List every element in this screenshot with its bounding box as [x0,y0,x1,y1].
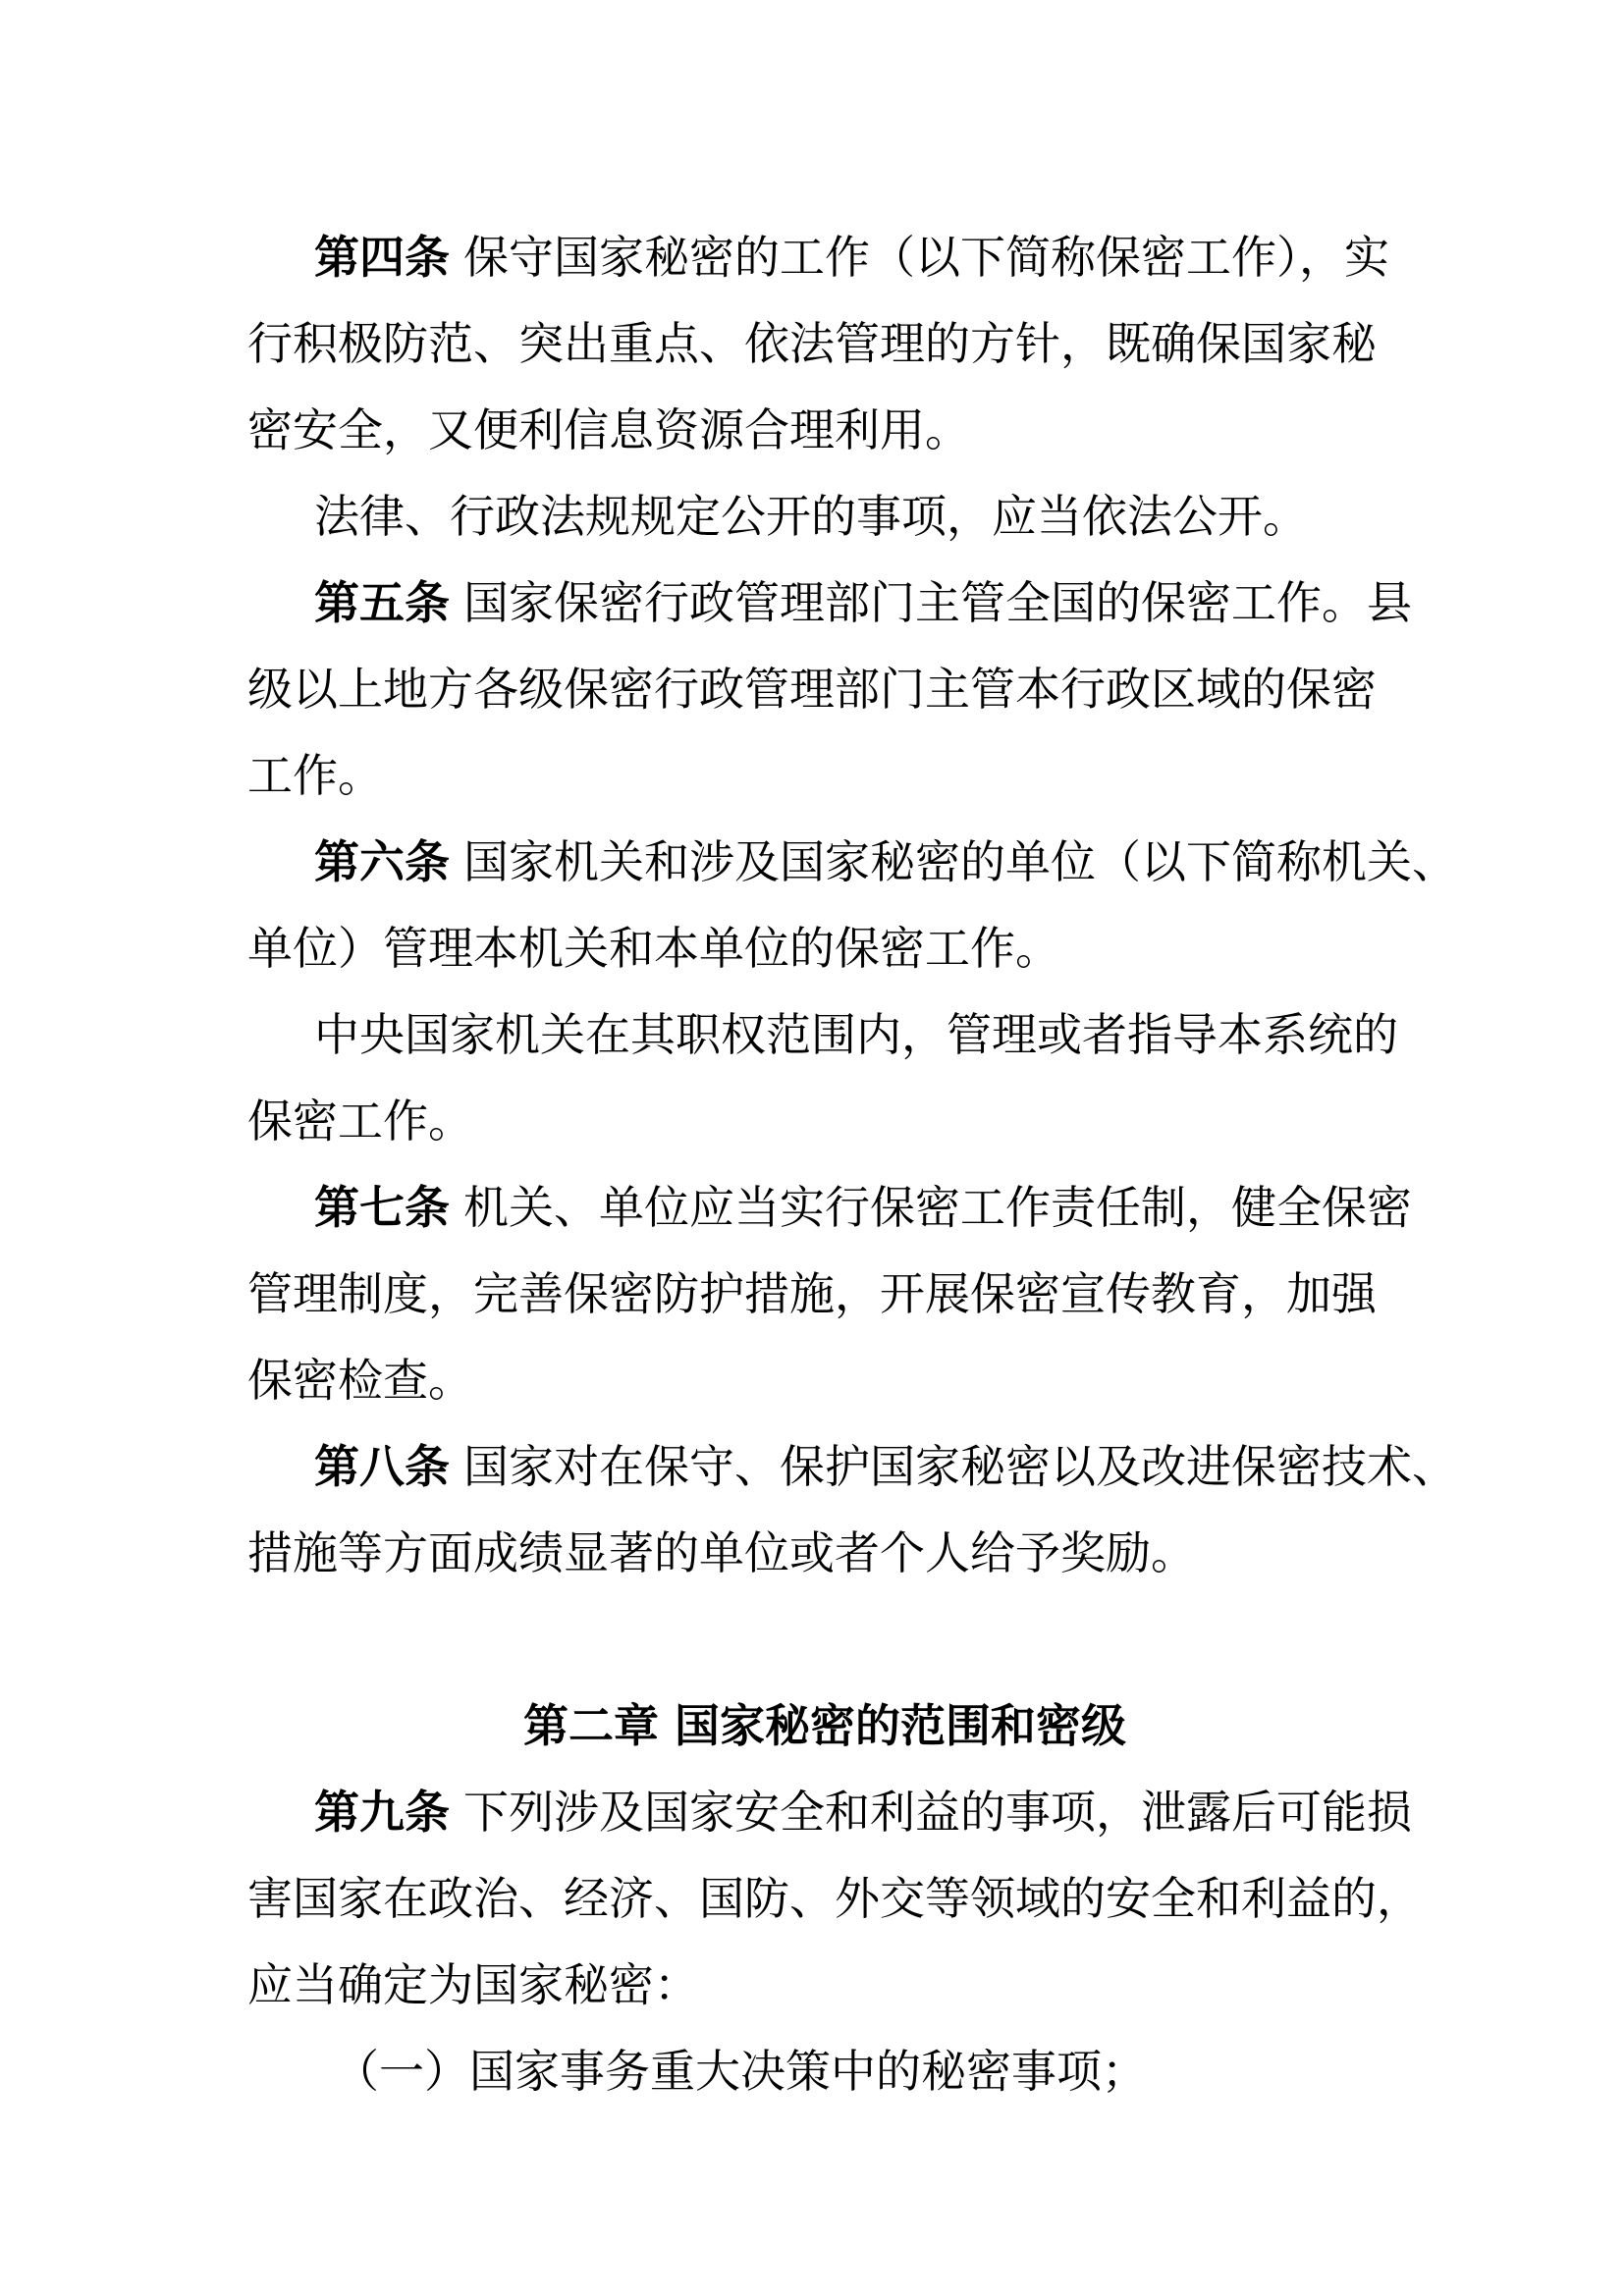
article6-line2: 单位）管理本机关和本单位的保密工作。 [247,922,1060,975]
article4-label: 第四条 [314,231,450,284]
article8-line1 [314,1435,1457,1498]
article4-line2: 行积极防范、突出重点、依法管理的方针，既确保国家秘 [247,317,1377,370]
article8-text-1: 国家对在保守、保护国家秘密以及改进保密技术、 [463,1440,1457,1493]
article5-label: 第五条 [314,576,450,629]
article7-label: 第七条 [314,1181,450,1234]
article9-label: 第九条 [314,1786,450,1839]
article9-text-1: 下列涉及国家安全和利益的事项，泄露后可能损 [463,1786,1412,1839]
article6-paragraph2-line2: 保密工作。 [247,1095,473,1148]
article5-text-1: 国家保密行政管理部门主管全国的保密工作。县 [463,576,1412,629]
article4-text-1: 保守国家秘密的工作（以下简称保密工作），实 [463,231,1389,284]
chapter2-heading: 第二章 国家秘密的范围和密级 [522,1699,1126,1752]
article9-line2: 害国家在政治、经济、国防、外交等领域的安全和利益的， [247,1872,1422,1925]
article5-line2: 级以上地方各级保密行政管理部门主管本行政区域的保密 [247,663,1377,716]
article4-line1 [314,226,1389,289]
article7-line2: 管理制度，完善保密防护措施，开展保密宣传教育，加强 [247,1267,1377,1320]
article7-line1 [314,1176,1412,1239]
article8-line2: 措施等方面成绩显著的单位或者个人给予奖励。 [247,1526,1196,1579]
article9-line1 [314,1781,1412,1843]
article6-label: 第六条 [314,835,450,888]
article4-paragraph2: 法律、行政法规规定公开的事项，应当依法公开。 [314,490,1308,543]
article8-label: 第八条 [314,1440,450,1493]
article9-line3: 应当确定为国家秘密： [247,1958,699,2011]
article5-line1 [314,571,1412,634]
article6-text-1: 国家机关和涉及国家秘密的单位（以下简称机关、 [463,835,1457,888]
article7-line3: 保密检查。 [247,1354,473,1407]
article7-text-1: 机关、单位应当实行保密工作责任制，健全保密 [463,1181,1412,1234]
article9-item1: （一）国家事务重大决策中的秘密事项； [334,2045,1147,2098]
article4-line3: 密安全，又便利信息资源合理利用。 [247,403,970,456]
article5-line3: 工作。 [247,749,383,802]
article6-paragraph2-line1: 中央国家机关在其职权范围内，管理或者指导本系统的 [314,1008,1398,1061]
article6-line1 [314,830,1457,893]
